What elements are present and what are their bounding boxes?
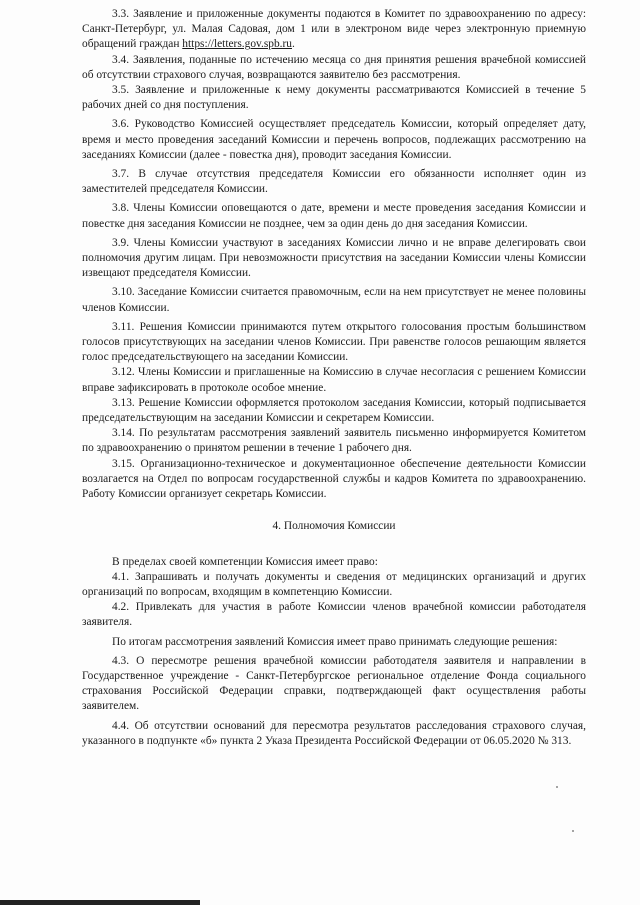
paragraph-text-end: .	[291, 38, 295, 51]
paragraph-3-12: 3.12. Члены Комиссии и приглашенные на Комиссию в случае несогласия с решением Комиссии вправе зафиксировать в протоколе особое мнение.	[82, 366, 586, 394]
scan-speck	[572, 830, 574, 832]
paragraph-3-8: 3.8. Члены Комиссии оповещаются о дате, времени и месте проведения заседания Комиссии и повестке дня заседания Комиссии не позднее, чем за один день до дня заседания Комиссии.	[82, 202, 586, 230]
section-title: 4. Полномочия Комиссии	[272, 520, 396, 533]
scan-edge-rule	[0, 900, 200, 905]
document-page	[82, 7, 586, 749]
paragraph-3-15: 3.15. Организационно-техническое и документационное обеспечение деятельности Комиссии возлагается на Отдел по вопросам государственной службы и кадров Комитета по здравоохранению. Работу Комиссии организует секретарь Комиссии.	[82, 457, 586, 501]
paragraph-3-10: 3.10. Заседание Комиссии считается правомочным, если на нем присутствует не менее половины членов Комиссии.	[82, 286, 586, 314]
paragraph-4-2: 4.2. Привлекать для участия в работе Комиссии членов врачебной комиссии работодателя заявителя.	[82, 601, 586, 629]
paragraph-3-14: 3.14. По результатам рассмотрения заявлений заявитель письменно информируется Комитетом по здравоохранению о принятом решении в течение 1 рабочего дня.	[82, 427, 586, 455]
paragraph-3-3	[82, 7, 586, 53]
paragraph-3-9: 3.9. Члены Комиссии участвуют в заседаниях Комиссии лично и не вправе делегировать свои полномочия другим лицам. При невозможности присутствия на заседании Комиссии члены Комиссии извещают председателя Комиссии.	[82, 236, 586, 280]
paragraph-results: По итогам рассмотрения заявлений Комиссия имеет право принимать следующие решения:	[112, 635, 558, 648]
letters-link[interactable]: https://letters.gov.spb.ru	[182, 38, 292, 51]
paragraph-3-4: 3.4. Заявления, поданные по истечению месяца со дня принятия решения врачебной комиссией об отсутствии страхового случая, возвращаются заявителю без рассмотрения.	[82, 53, 586, 81]
paragraph-4-1: 4.1. Запрашивать и получать документы и сведения от медицинских организаций и других организаций по вопросам, входящим в компетенцию Комиссии.	[82, 570, 586, 598]
scan-speck	[556, 786, 558, 788]
paragraph-3-7: 3.7. В случае отсутствия председателя Комиссии его обязанности исполняет один из заместителей председателя Комиссии.	[82, 168, 586, 196]
paragraph-3-6: 3.6. Руководство Комиссией осуществляет председатель Комиссии, который определяет дату, время и место проведения заседаний Комиссии и перечень вопросов, подлежащих рассмотрению на заседаниях Комиссии (далее - повестка дня), проводит заседания Комиссии.	[82, 118, 586, 161]
paragraph-3-5: 3.5. Заявление и приложенные к нему документы рассматриваются Комиссией в течение 5 рабочих дней со дня поступления.	[82, 84, 586, 112]
paragraph-3-11: 3.11. Решения Комиссии принимаются путем открытого голосования простым большинством голосов присутствующих на заседании членов Комиссии. При равенстве голосов решающим является голос председательствующего на заседании Комиссии.	[82, 320, 586, 364]
paragraph-text: 3.3. Заявление и приложенные документы подаются в Комитет по здравоохранению по адресу: Санкт-Петербург, ул. Малая Садовая, дом 1 или в электроном виде через электронную приемную обращений граждан	[82, 8, 586, 51]
paragraph-intro: В пределах своей компетенции Комиссия имеет право:	[112, 555, 378, 568]
paragraph-4-3: 4.3. О пересмотре решения врачебной комиссии работодателя заявителя и направлении в Государственное учреждение - Санкт-Петербургское региональное отделение Фонда социального страхования Российской Федерации справки, подтверждающей факт осуществления работы заявителем.	[82, 654, 586, 713]
paragraph-3-13: 3.13. Решение Комиссии оформляется протоколом заседания Комиссии, который подписывается председательствующим на заседании Комиссии и секретарем Комиссии.	[82, 396, 586, 425]
paragraph-4-4: 4.4. Об отсутствии оснований для пересмотра результатов расследования страхового случая, указанного в подпункте «б» пункта 2 Указа Президента Российской Федерации от 06.05.2020 № 313.	[82, 719, 586, 747]
